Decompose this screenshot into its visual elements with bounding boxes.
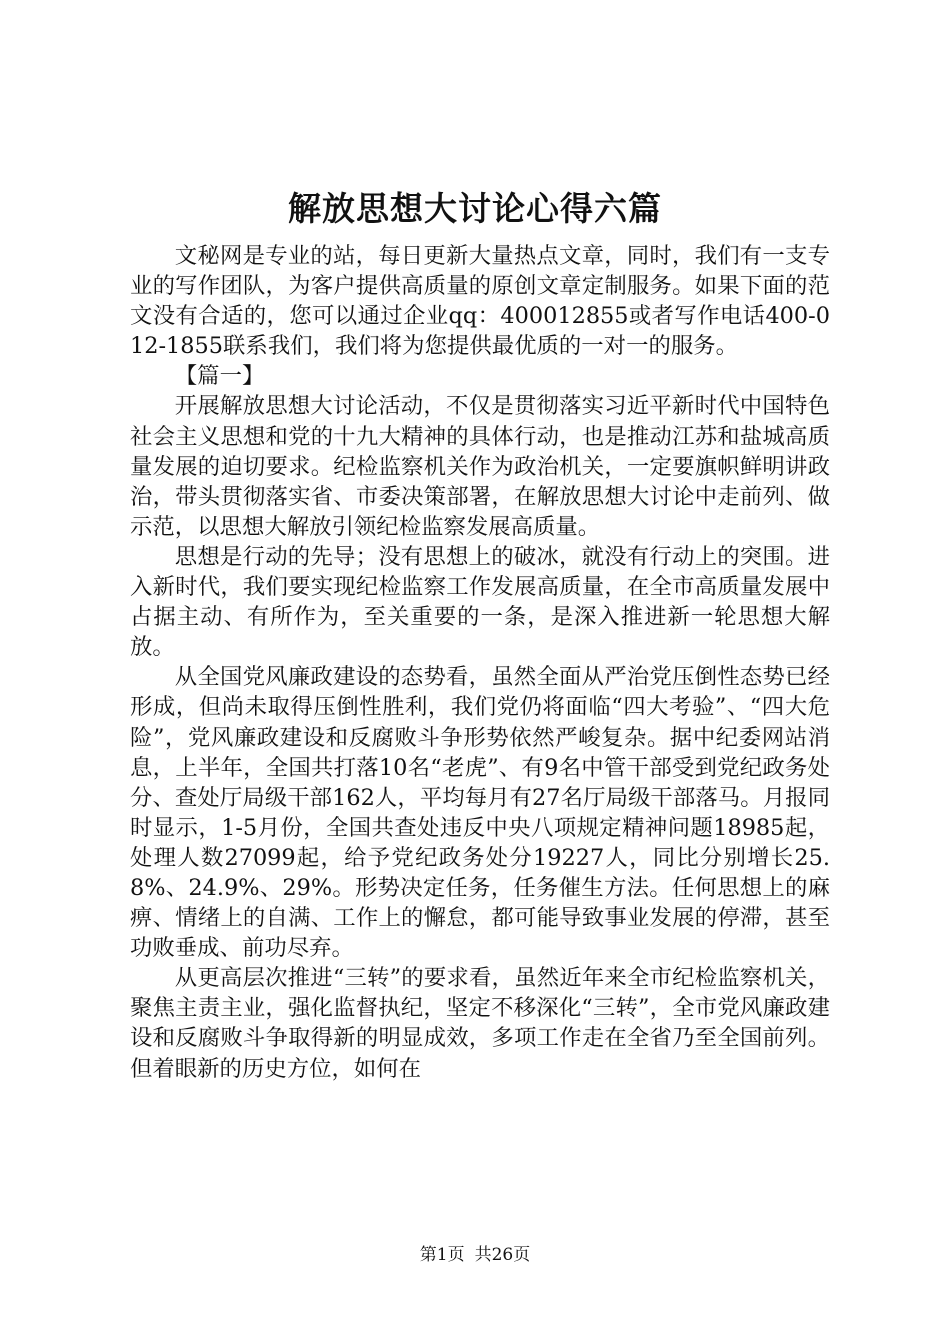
page-total: 共26页 [474, 1245, 531, 1265]
body-paragraph: 开展解放思想大讨论活动，不仅是贯彻落实习近平新时代中国特色社会主义思想和党的十九大精神的具体行动，也是推动江苏和盐城高质量发展的迫切要求。纪检监察机关作为政治机关，一定要旗帜鲜明讲政治，带头贯彻落实省、市委决策部署，在解放思想大讨论中走前列、做示范，以思想大解放引领纪检监察发展高质量。 [130, 393, 830, 540]
document-title: 解放思想大讨论心得六篇 [288, 189, 662, 228]
page-number: 第1页 [419, 1245, 465, 1265]
body-paragraph: 从更高层次推进“三转”的要求看，虽然近年来全市纪检监察机关，聚焦主责主业，强化监督执纪，坚定不移深化“三转”，全市党风廉政建设和反腐败斗争取得新的明显成效，多项工作走在全省乃至全国前列。但着眼新的历史方位，如何在 [130, 965, 830, 1082]
section-heading: 【篇一】 [174, 363, 265, 390]
body-paragraph: 思想是行动的先导；没有思想上的破冰，就没有行动上的突围。进入新时代，我们要实现纪检监察工作发展高质量，在全市高质量发展中占据主动、有所作为，至关重要的一条，是深入推进新一轮思想大解放。 [130, 543, 830, 661]
document-body [130, 241, 830, 1084]
intro-paragraph: 文秘网是专业的站，每日更新大量热点文章，同时，我们有一支专业的写作团队，为客户提供高质量的原创文章定制服务。如果下面的范文没有合适的，您可以通过企业qq：400012855或者写作电话400-012-1855联系我们，我们将为您提供最优质的一对一的服务。 [130, 243, 830, 360]
body-paragraph: 从全国党风廉政建设的态势看，虽然全面从严治党压倒性态势已经形成，但尚未取得压倒性胜利，我们党仍将面临“四大考验”、“四大危险”，党风廉政建设和反腐败斗争形势依然严峻复杂。据中纪委网站消息，上半年，全国共打落10名“老虎”、有9名中管干部受到党纪政务处分、查处厅局级干部162人，平均每月有27名厅局级干部落马。月报同时显示，1-5月份，全国共查处违反中央八项规定精神问题18985起，处理人数27099起，给予党纪政务处分19227人，同比分别增长25.8%、24.9%、29%。形势决定任务，任务催生方法。任何思想上的麻痹、情绪上的自满、工作上的懈怠，都可能导致事业发展的停滞，甚至功败垂成、前功尽弃。 [130, 664, 830, 962]
page-footer [0, 1244, 950, 1266]
